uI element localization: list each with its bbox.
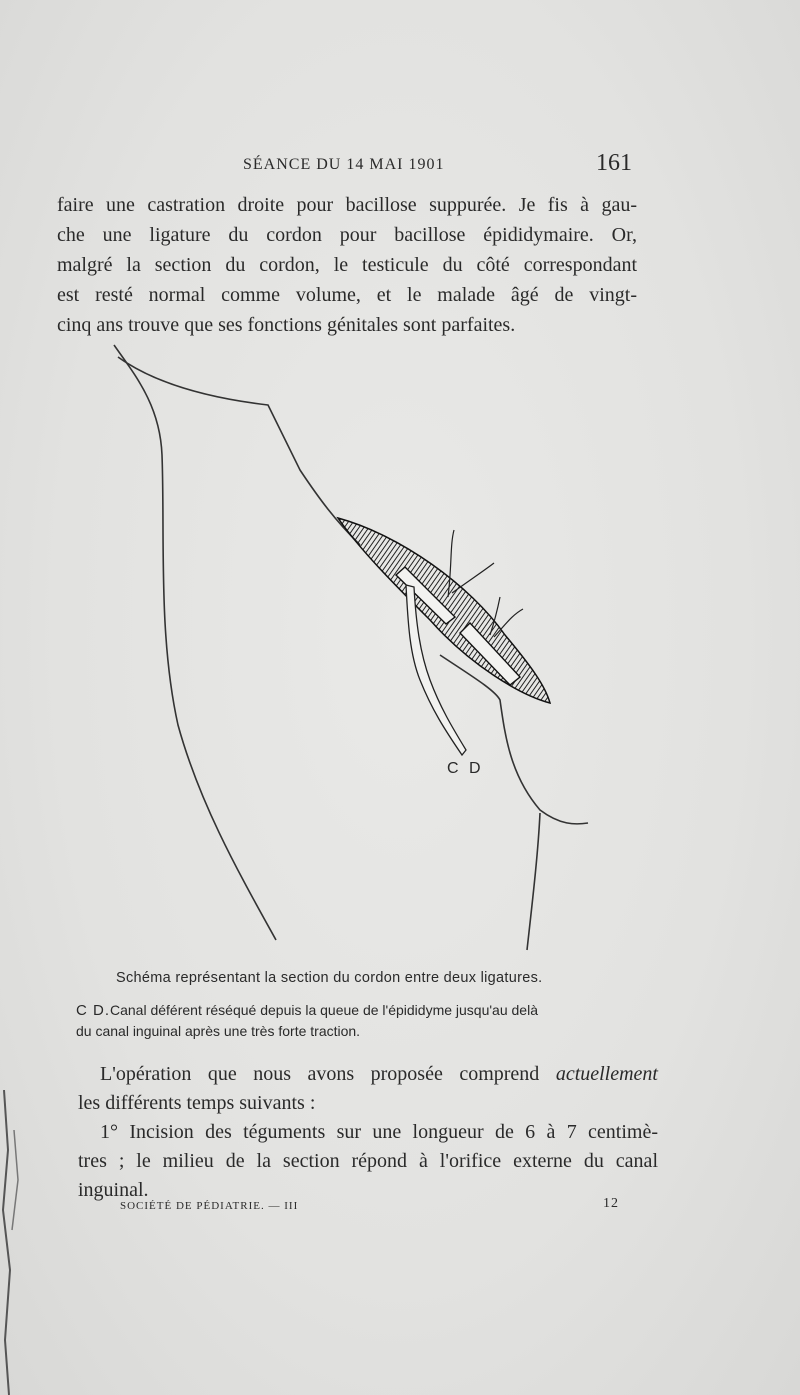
text-line: cinq ans trouve que ses fonctions génitales sont parfaites. [57, 314, 516, 336]
figure-caption [76, 1000, 656, 1042]
ligature-thread [494, 609, 523, 637]
paragraph-2 [78, 1060, 658, 1205]
footer-signature: SOCIÉTÉ DE PÉDIATRIE. — III [120, 1200, 299, 1212]
caption-line: Canal déférent réséqué depuis la queue de l'épididyme jusqu'au delà [110, 1002, 538, 1018]
running-head: SÉANCE DU 14 MAI 1901 [243, 156, 445, 173]
body-contour-inner [118, 357, 360, 545]
ligature-thread [452, 563, 494, 593]
page-footer [0, 1196, 800, 1220]
text-line: faire une castration droite pour bacillose suppurée. Je fis à gau- [57, 194, 637, 216]
figure-caption-title: Schéma représentant la section du cordon entre deux ligatures. [116, 970, 543, 986]
page-number: 161 [596, 150, 632, 176]
body-contour-lower [527, 813, 540, 950]
text-line: che une ligature du cordon pour bacillose épididymaire. Or, [57, 224, 637, 246]
body-contour-left [114, 345, 276, 940]
signature-number: 12 [603, 1196, 619, 1211]
anatomical-diagram [0, 335, 800, 960]
text-line: les différents temps suivants : [78, 1092, 316, 1114]
caption-line: du canal inguinal après une très forte traction. [76, 1023, 361, 1039]
caption-lead: C D. [76, 1002, 110, 1019]
text-line: est resté normal comme volume, et le malade âgé de vingt- [57, 284, 637, 306]
text-line [78, 1060, 658, 1089]
figure-label: C D [447, 760, 484, 777]
paragraph-1 [57, 190, 637, 340]
text-line: tres ; le milieu de la section répond à l'orifice externe du canal [78, 1150, 658, 1172]
text-line: malgré la section du cordon, le testicule du côté correspondant [57, 254, 637, 276]
text-line: 1° Incision des téguments sur une longueur de 6 à 7 centimè- [100, 1121, 658, 1143]
page-edge-shadow [0, 1090, 28, 1395]
emphasis: actuellement [555, 1063, 658, 1085]
text-line: inguinal. [78, 1179, 149, 1201]
text-run: L'opération que nous avons proposée comprend [100, 1063, 556, 1085]
page-header [0, 150, 800, 180]
